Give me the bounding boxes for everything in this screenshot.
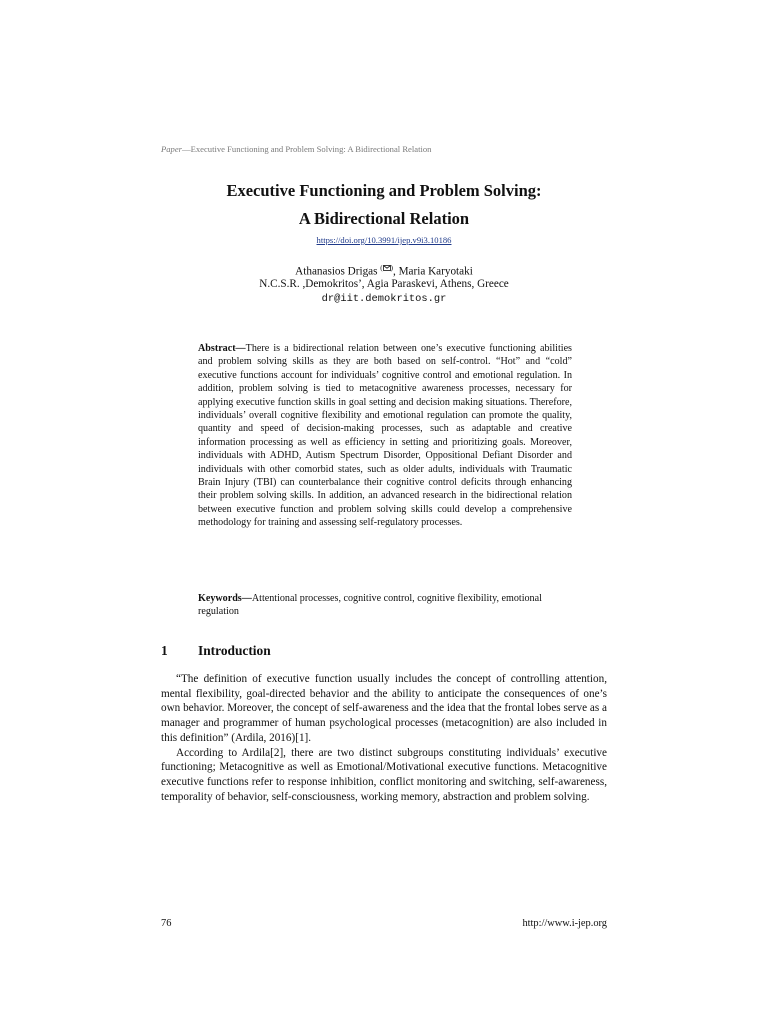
body-paragraph-1: “The definition of executive function usually includes the concept of controlling attention, mental flexibility, goal-directed behavior and the ability to anticipate the consequences of one’s own behavior. Moreover, the concept of self-awareness and the idea that the frontal lobes serve as a manager and programmer of human psychological processes (metacognition) are also included in this definition” (Ardila, 2016)[1]. <box>161 673 607 744</box>
author-second: , Maria Karyotaki <box>392 265 473 278</box>
abstract-text: There is a bidirectional relation between one’s executive functioning abilities and problem solving skills as they are both based on self-control. “Hot” and “cold” executive functions account for individuals’ cognitive control and emotional regulation. In addition, problem solving is tied to metacognitive awareness processes, necessary for applying executive function skills in goal setting and decision making situations. Therefore, individuals’ overall cognitive flexibility and emotional regulation can promote the quality, quantity and speed of decision-making processes, such as adaptable and creative information processing as well as efficiency in setting and prioritizing goals. Moreover, individuals with ADHD, Autism Spectrum Disorder, Oppositional Defiant Disorder and individuals with other comorbid states, such as older adults, individuals with Traumatic Brain Injury (TBI) can counterbalance their cognitive control deficits through enhancing their problem solving skills. In addition, an advanced research in the bidirectional relation between executive function and problem solving skills could develop a comprehensive methodology for training and assessing self-regulatory processes. <box>198 343 572 529</box>
affiliation: N.C.S.R. ,Demokritos’, Agia Paraskevi, Athens, Greece <box>259 278 509 290</box>
section-title: Introduction <box>198 643 271 658</box>
author-email: dr@iit.demokritos.gr <box>321 293 447 305</box>
keywords-label: Keywords— <box>198 593 252 604</box>
footer-url: http://www.i-jep.org <box>522 918 607 929</box>
doi-link[interactable]: https://doi.org/10.3991/ijep.v9i3.10186 <box>316 235 452 245</box>
paper-title-line-2: A Bidirectional Relation <box>298 209 470 228</box>
body-paragraph-2: According to Ardila[2], there are two distinct subgroups constituting individuals’ executive functioning; Metacognitive as well as Emotional/Motivational executive functions. Metacognitive executive functions refer to response inhibition, conflict monitoring and switching, self-awareness, temporality of behavior, self-consciousness, working memory, abstraction and problem solving. <box>161 746 607 803</box>
keywords <box>198 592 572 619</box>
abstract-label: Abstract— <box>198 343 246 354</box>
section-number: 1 <box>161 643 168 658</box>
envelope-icon: ( ) <box>380 264 393 272</box>
doi-container <box>120 235 648 245</box>
author-first: Athanasios Drigas <box>295 265 378 278</box>
running-head-text: —Executive Functioning and Problem Solving: A Bidirectional Relation <box>182 144 432 154</box>
body-text <box>161 672 607 804</box>
running-head-label: Paper <box>161 144 183 154</box>
paper-title-line-1: Executive Functioning and Problem Solving: <box>226 181 542 200</box>
page-number: 76 <box>161 918 172 929</box>
abstract <box>198 342 572 530</box>
keywords-text: Attentional processes, cognitive control, cognitive flexibility, emotional regulation <box>198 593 542 618</box>
running-head <box>161 144 611 154</box>
section-heading <box>161 642 601 660</box>
